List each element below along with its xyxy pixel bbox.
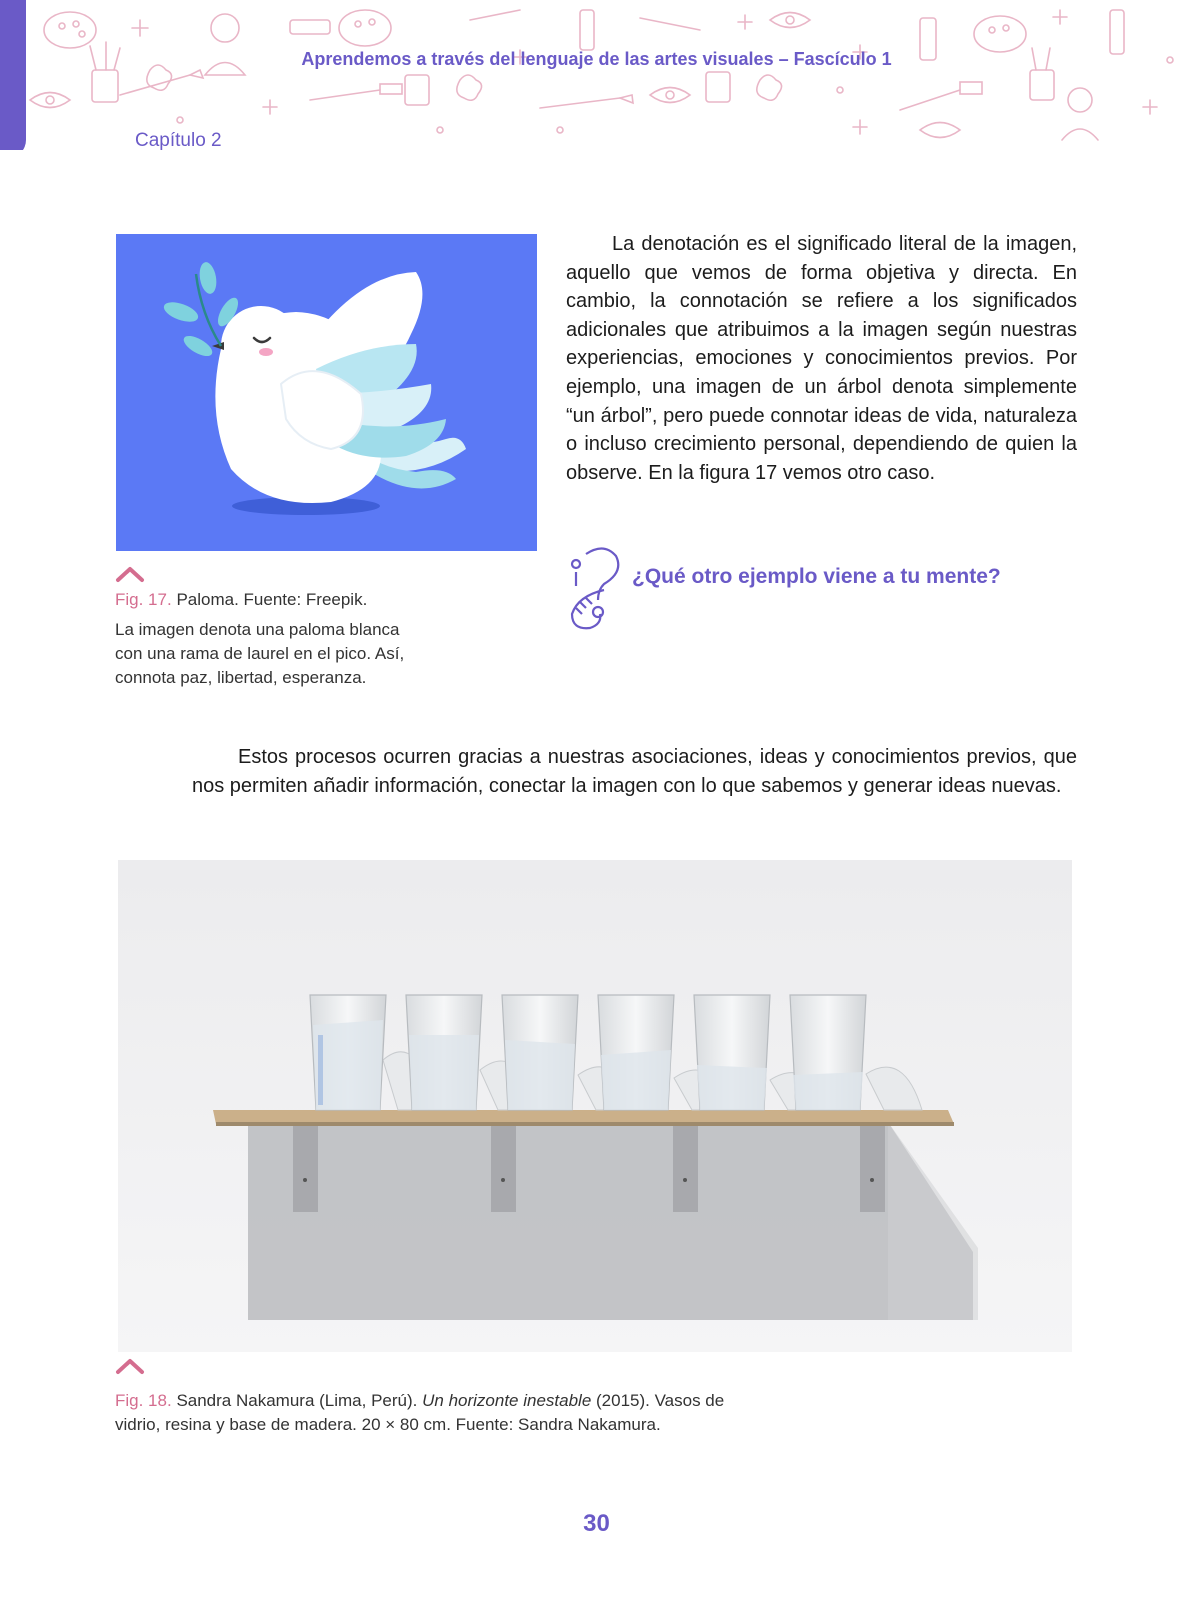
figure18-caption-line1: [115, 1389, 835, 1413]
figure17-caption-line: [115, 588, 445, 612]
figure17-source: Paloma. Fuente: Freepik.: [176, 590, 368, 609]
figure18-work-title: Un horizonte inestable: [422, 1391, 592, 1410]
figure18-author: Sandra Nakamura (Lima, Perú).: [176, 1391, 418, 1410]
figure17-label: Fig. 17.: [115, 590, 172, 609]
art-doodles-decoration: [0, 0, 1193, 150]
question-marks-icon: [564, 542, 624, 632]
book-title: Aprendemos a través del lenguaje de las artes visuales – Fascículo 1: [301, 49, 892, 69]
caption-caret-icon: [115, 1357, 145, 1375]
paragraph-processes: Estos procesos ocurren gracias a nuestras asociaciones, ideas y conocimientos previos, que nos permiten añadir información, conectar la imagen con lo que sabemos y generar ideas nuevas.: [192, 746, 1077, 797]
figure17-description-line: con una rama de laurel en el pico. Así,: [115, 644, 405, 663]
figure18-caption: [115, 1389, 835, 1437]
figure17-description: [115, 618, 445, 690]
header-band: [0, 0, 1193, 150]
glasses-shelf-artwork-photo: [118, 860, 1072, 1352]
caption-caret-icon: [115, 565, 145, 583]
page-number: 30: [583, 1510, 610, 1537]
figure17-description-line: La imagen denota una paloma blanca: [115, 620, 400, 639]
figure18-label: Fig. 18.: [115, 1391, 172, 1410]
figure18-details: (2015). Vasos de: [596, 1391, 725, 1410]
paragraph-denotation: La denotación es el significado literal de la imagen, aquello que vemos de forma objetiva y directa. En cambio, la connotación se refiere a los significados adicionales que atribuimos a la imagen según nuestras experiencias, emociones y conocimientos previos. Por ejemplo, una imagen de un árbol denota simplemente “un árbol”, pero puede connotar ideas de vida, naturaleza o incluso crecimiento personal, dependiendo de quien la observe. En la figura 17 vemos otro caso.: [566, 233, 1077, 484]
figure18-caption-line2: vidrio, resina y base de madera. 20 × 80 cm. Fuente: Sandra Nakamura.: [115, 1415, 661, 1434]
dove-illustration: [116, 234, 537, 551]
chapter-side-tab: [0, 0, 26, 150]
figure17-caption: [115, 588, 445, 690]
figure17-description-line: connota paz, libertad, esperanza.: [115, 668, 367, 687]
reflection-question: ¿Qué otro ejemplo viene a tu mente?: [632, 565, 1001, 588]
chapter-label: Capítulo 2: [135, 130, 222, 150]
